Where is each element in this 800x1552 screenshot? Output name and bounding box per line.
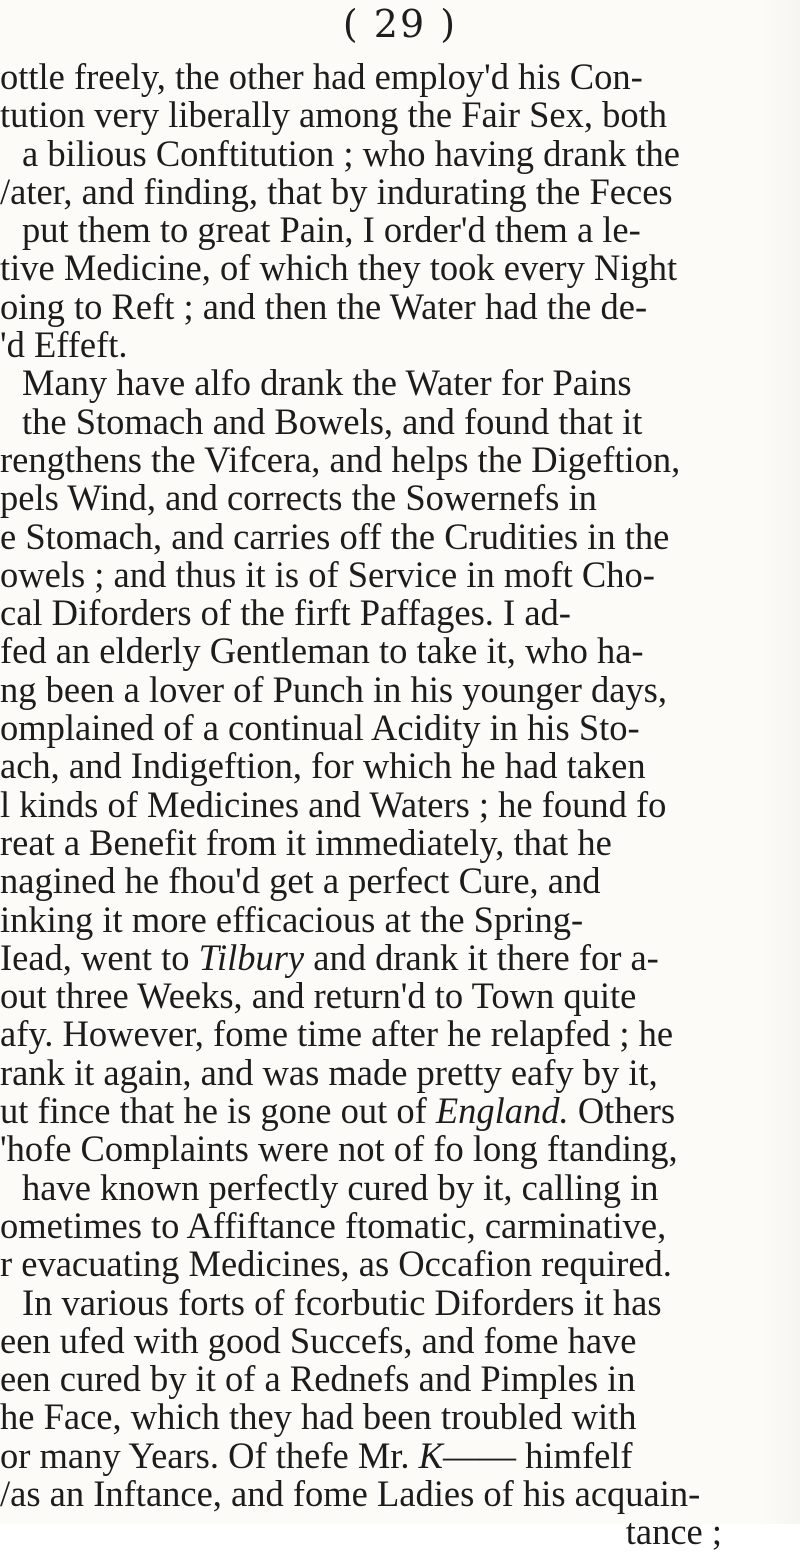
text-line — [0, 1015, 800, 1053]
text-segment: ottle freely, the other had employ'd his Con- — [0, 56, 643, 97]
text-segment: a bilious Conftitution ; who having drank the — [22, 132, 680, 174]
text-line — [0, 1051, 800, 1093]
text-line — [0, 898, 800, 940]
text-segment: and drank it there for a- — [304, 936, 659, 978]
text-line — [0, 1472, 800, 1514]
text-line — [0, 1434, 800, 1476]
text-segment: Many have alfo drank the Water for Pains — [22, 362, 632, 404]
text-segment: or many Years. Of thefe Mr. — [0, 1434, 419, 1476]
text-line — [0, 936, 800, 978]
text-line — [0, 1245, 800, 1283]
text-line — [0, 326, 800, 364]
text-segment: r evacuating Medicines, as Occafion required. — [0, 1243, 672, 1285]
text-segment: fed an elderly Gentleman to take it, who ha- — [0, 630, 644, 672]
text-segment: ometimes to Affiftance ftomatic, carminative, — [0, 1204, 667, 1246]
text-line — [0, 1166, 800, 1208]
italic-text-segment: England. — [435, 1090, 569, 1132]
text-line — [0, 594, 800, 632]
text-line — [0, 977, 800, 1015]
text-line — [0, 1092, 800, 1130]
page-edge-shadow — [760, 0, 800, 1524]
text-segment: ach, and Indigeftion, for which he had taken — [0, 745, 646, 787]
text-line — [0, 364, 800, 402]
text-segment: rengthens the Vifcera, and helps the Digeftion, — [0, 438, 681, 480]
text-segment: /as an Inftance, and fome Ladies of his acquain- — [0, 1472, 701, 1514]
text-line — [0, 783, 800, 825]
text-segment: 'hofe Complaints were not of fo long ftanding, — [0, 1128, 678, 1170]
text-segment: omplained of a continual Acidity in his Sto- — [0, 707, 640, 749]
text-segment: owels ; and thus it is of Service in moft Cho- — [0, 553, 655, 595]
text-segment: the Stomach and Bowels, and found that it — [22, 400, 643, 442]
text-segment: tance ; — [625, 1511, 722, 1552]
text-line — [0, 211, 800, 249]
body-text — [0, 58, 800, 1552]
text-line — [0, 862, 800, 900]
text-segment: have known perfectly cured by it, calling in — [22, 1166, 659, 1208]
text-segment: out three Weeks, and return'd to Town quite — [0, 975, 637, 1017]
text-line — [0, 438, 800, 480]
italic-text-segment: K — [418, 1434, 444, 1476]
text-segment: put them to great Pain, I order'd them a le- — [22, 209, 641, 251]
text-segment: ut fince that he is gone out of — [0, 1090, 436, 1132]
text-segment: tution very liberally among the Fair Sex, both — [0, 94, 668, 136]
text-line — [0, 1204, 800, 1246]
text-segment: l kinds of Medicines and Waters ; he found fo — [0, 783, 667, 825]
page-number: ( 29 ) — [342, 2, 458, 46]
text-line — [0, 747, 800, 785]
text-segment: e Stomach, and carries off the Crudities in the — [0, 515, 670, 557]
text-line — [0, 58, 800, 96]
text-line — [0, 553, 800, 595]
text-segment: —— himfelf — [443, 1434, 633, 1476]
text-segment: Others — [568, 1090, 676, 1132]
text-segment: reat a Benefit from it immediately, that he — [0, 821, 612, 863]
text-segment: een ufed with good Succefs, and fome have — [0, 1319, 637, 1361]
text-segment: /ater, and finding, that by indurating the Feces — [0, 170, 673, 212]
text-line — [0, 400, 800, 442]
text-line — [0, 1360, 800, 1398]
text-line — [0, 132, 800, 174]
text-segment: 'd Effeft. — [0, 324, 128, 366]
text-segment: afy. However, fome time after he relapfed ; he — [0, 1013, 674, 1055]
text-segment: oing to Reft ; and then the Water had the de- — [0, 285, 648, 327]
italic-text-segment: Tilbury — [198, 936, 305, 978]
text-line — [0, 249, 800, 287]
text-line — [0, 479, 800, 517]
text-line — [0, 709, 800, 747]
text-line — [0, 515, 800, 557]
text-line — [0, 821, 800, 863]
text-line — [0, 1281, 800, 1323]
text-segment: cal Diforders of the firft Paffages. I ad- — [0, 592, 571, 634]
text-segment: een cured by it of a Rednefs and Pimples in — [0, 1358, 636, 1400]
text-line — [0, 1319, 800, 1361]
text-segment: pels Wind, and corrects the Sowernefs in — [0, 477, 597, 519]
text-segment: nagined he fhou'd get a perfect Cure, and — [0, 860, 601, 902]
text-line — [0, 1130, 800, 1168]
text-segment: ng been a lover of Punch in his younger days, — [0, 668, 667, 710]
text-segment: tive Medicine, of which they took every Night — [0, 247, 678, 289]
text-segment: Iead, went to — [0, 936, 199, 978]
text-line — [0, 632, 800, 670]
text-line — [0, 96, 800, 134]
text-line — [0, 1398, 800, 1436]
text-line — [0, 170, 800, 212]
text-segment: he Face, which they had been troubled with — [0, 1396, 637, 1438]
text-line — [0, 668, 800, 710]
text-segment: In various forts of fcorbutic Diforders it has — [22, 1281, 662, 1323]
text-segment: rank it again, and was made pretty eafy by it, — [0, 1051, 658, 1093]
text-line — [0, 1513, 800, 1551]
text-segment: inking it more efficacious at the Spring- — [0, 898, 584, 940]
text-line — [0, 285, 800, 327]
